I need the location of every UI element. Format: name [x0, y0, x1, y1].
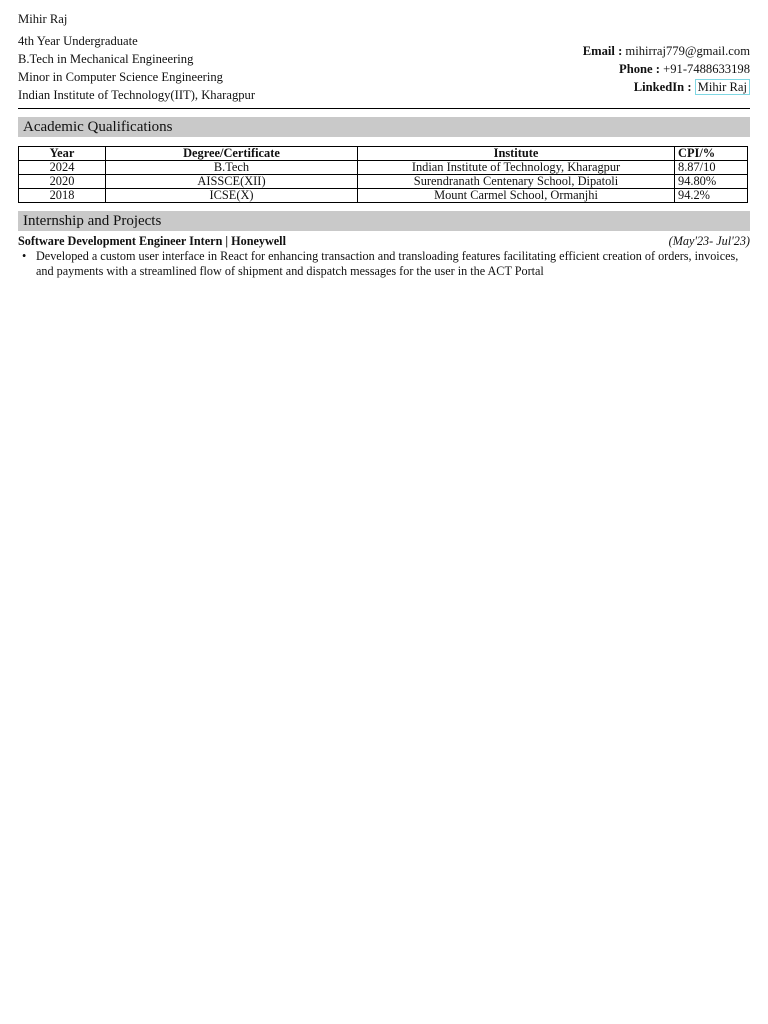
entry-bullets	[18, 249, 750, 279]
phone-value: +91-7488633198	[663, 62, 750, 76]
email-label: Email :	[582, 44, 623, 58]
academic-table	[18, 146, 748, 203]
linkedin-row	[583, 78, 750, 96]
list-item: • Developed a custom user interface in React for enhancing transaction and transloading features facilitating efficient creation of orders, invoices, and payments with a streamlined flow of shipment and dispatch messages for the user in the ACT Portal	[34, 249, 750, 279]
table-cell: Surendranath Centenary School, Dipatoli	[358, 175, 675, 189]
table-cell: 2024	[19, 161, 106, 175]
contact-info	[583, 10, 750, 104]
col-header: CPI/%	[675, 147, 748, 161]
table-row	[19, 189, 748, 203]
linkedin-label: LinkedIn :	[633, 80, 692, 94]
table-cell: 94.80%	[675, 175, 748, 189]
table-cell: Indian Institute of Technology, Kharagpur	[358, 161, 675, 175]
table-cell: AISSCE(XII)	[106, 175, 358, 189]
entry-date: (May'23- Jul'23)	[668, 234, 750, 248]
table-cell: 2018	[19, 189, 106, 203]
table-cell: 2020	[19, 175, 106, 189]
header-left	[18, 10, 255, 104]
section-internship: Internship and Projects	[18, 211, 750, 231]
table-cell: Mount Carmel School, Ormanjhi	[358, 189, 675, 203]
section-academic: Academic Qualifications	[18, 117, 750, 137]
header-line: B.Tech in Mechanical Engineering	[18, 52, 194, 66]
candidate-name: Mihir Raj	[18, 12, 68, 26]
phone-label: Phone :	[619, 62, 660, 76]
table-cell: 94.2%	[675, 189, 748, 203]
phone-row	[583, 60, 750, 78]
table-cell: 8.87/10	[675, 161, 748, 175]
table-cell: B.Tech	[106, 161, 358, 175]
resume-header	[18, 0, 750, 104]
email-row	[583, 42, 750, 60]
table-row	[19, 175, 748, 189]
linkedin-link[interactable]: Mihir Raj	[695, 79, 750, 95]
header-line: Indian Institute of Technology(IIT), Kharagpur	[18, 88, 256, 102]
email-value[interactable]: mihirraj779@gmail.com	[625, 44, 750, 58]
internship-list	[18, 234, 750, 279]
header-line: 4th Year Undergraduate	[18, 34, 138, 48]
entry-header	[18, 234, 750, 249]
header-rule	[18, 108, 750, 109]
header-line: Minor in Computer Science Engineering	[18, 70, 223, 84]
col-header: Institute	[358, 147, 675, 161]
table-row	[19, 161, 748, 175]
col-header: Year	[19, 147, 106, 161]
table-header-row	[19, 147, 748, 161]
col-header: Degree/Certificate	[106, 147, 358, 161]
entry-title: Software Development Engineer Intern | Honeywell	[18, 234, 286, 248]
table-cell: ICSE(X)	[106, 189, 358, 203]
